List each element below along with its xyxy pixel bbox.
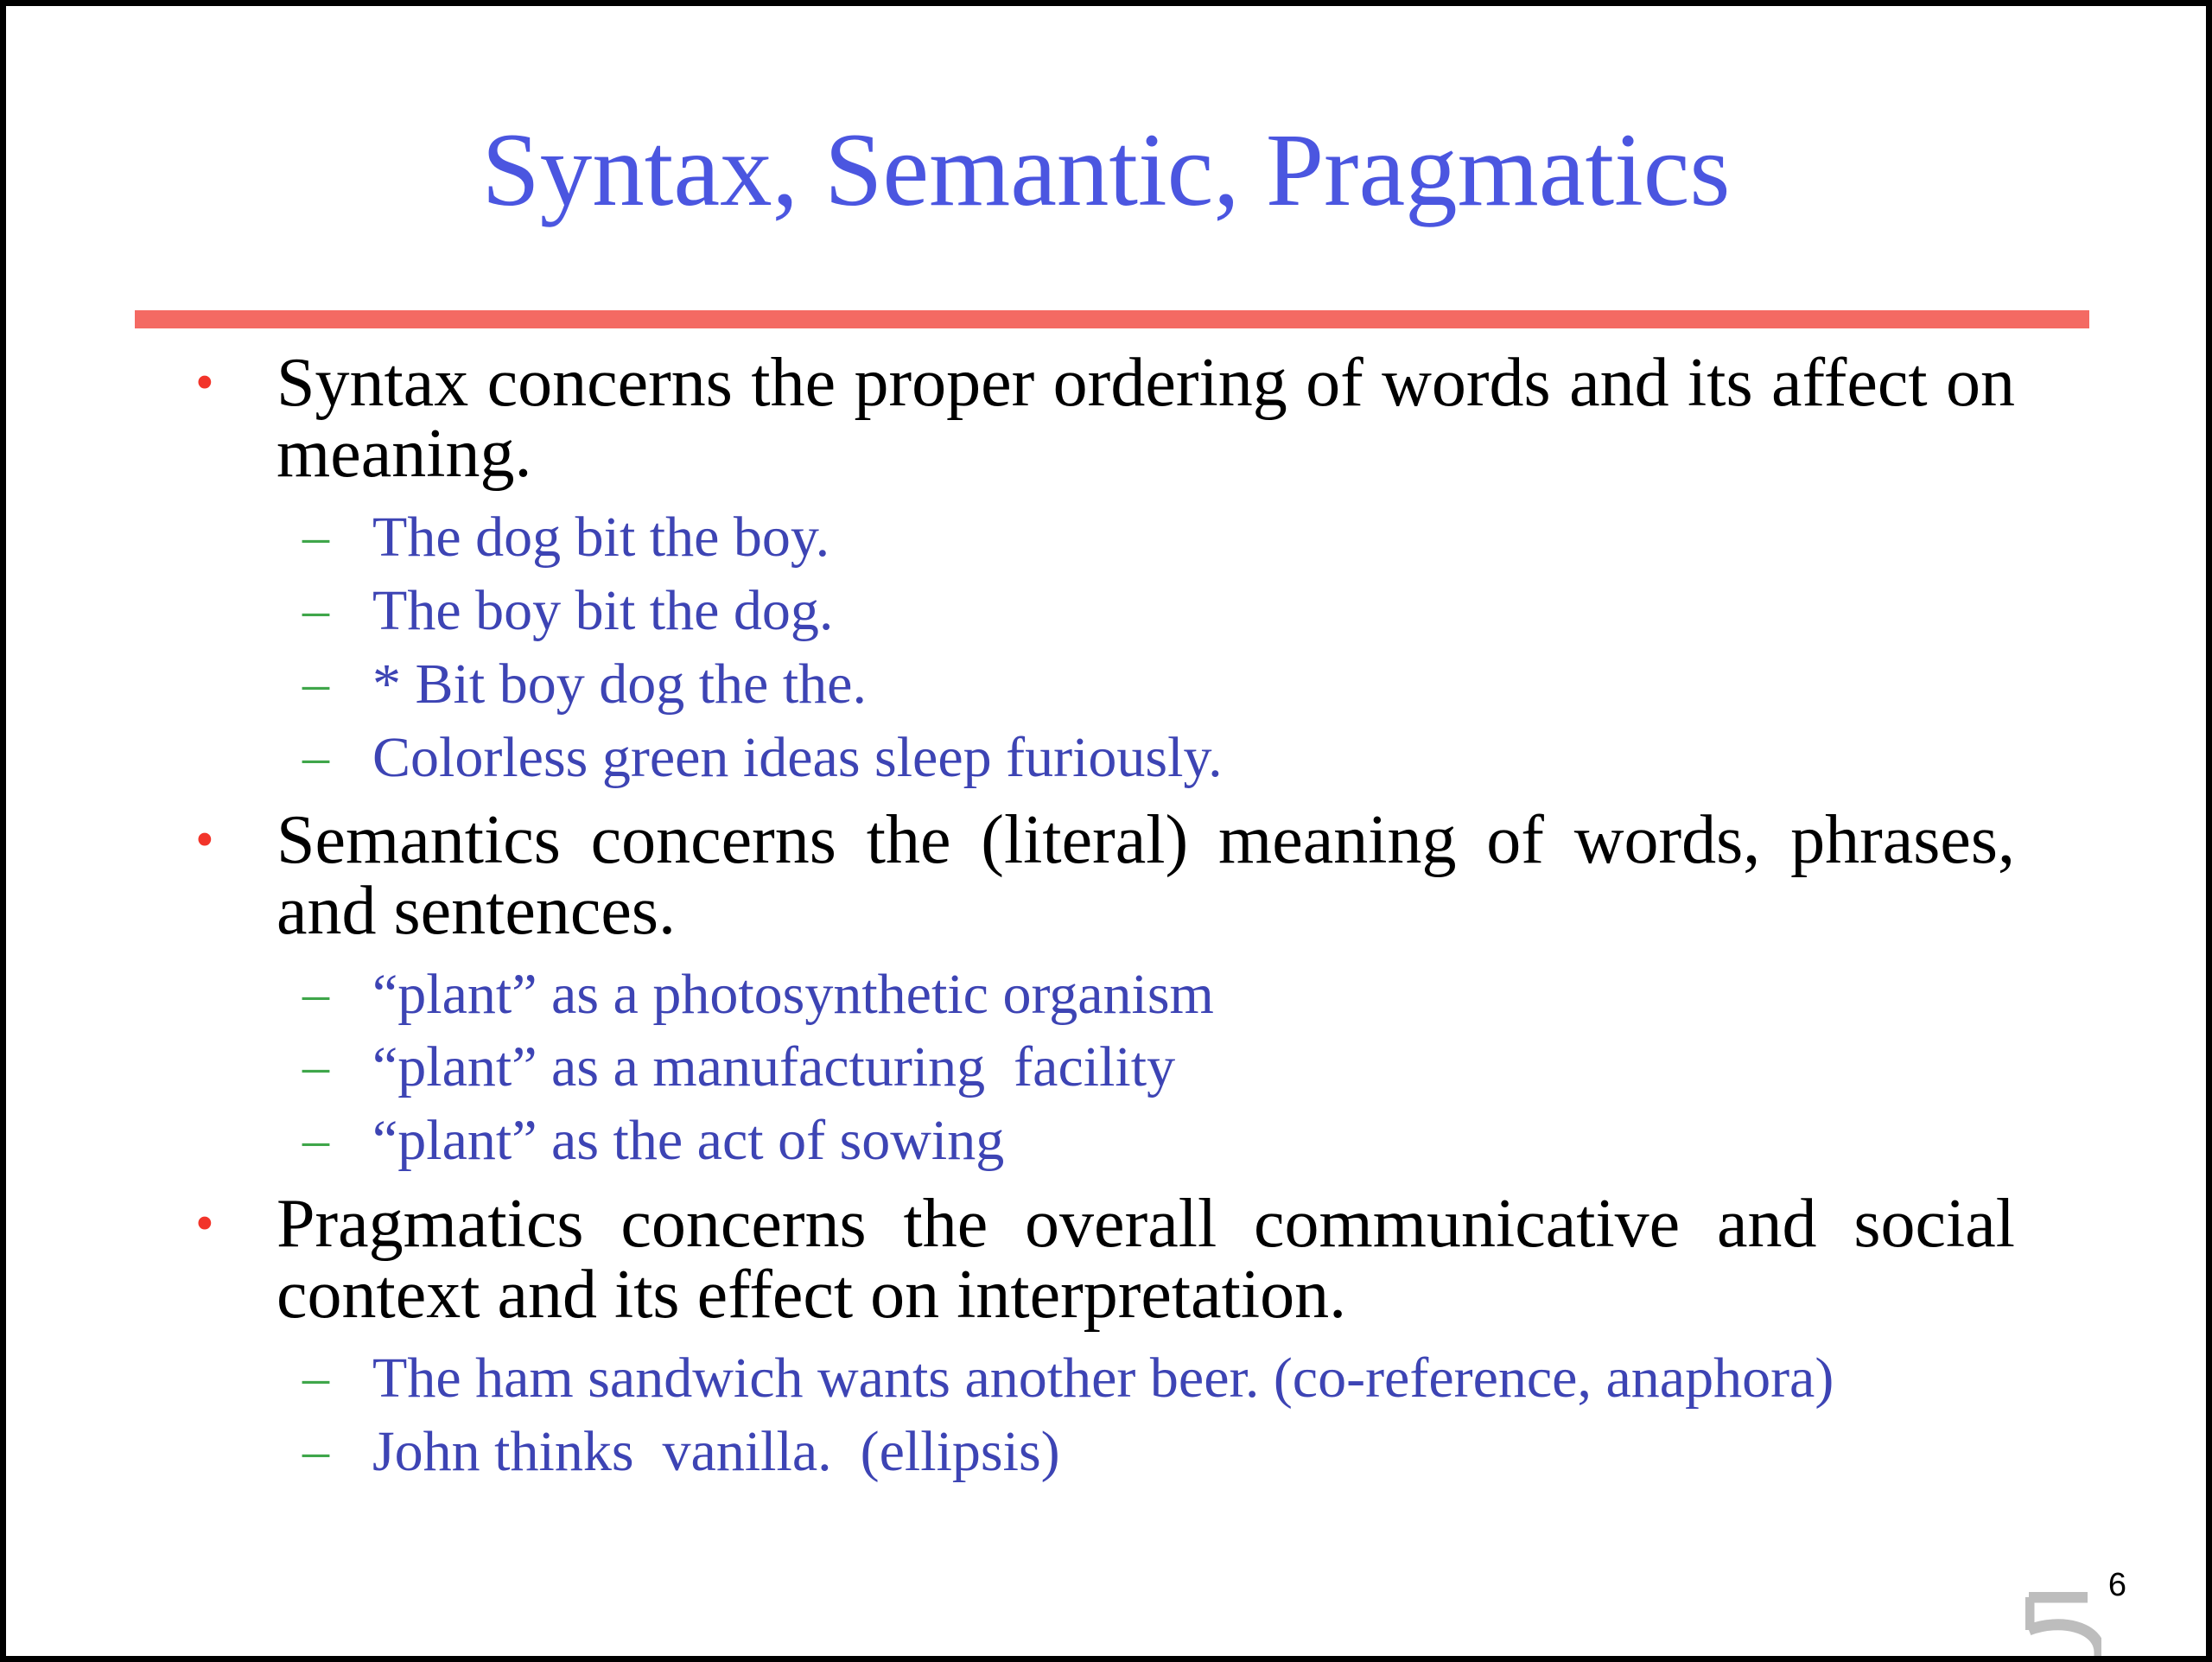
dash-icon: – — [302, 1422, 329, 1481]
dash-icon: – — [302, 1348, 329, 1407]
dash-icon: – — [302, 1037, 329, 1096]
slide-title: Syntax, Semantic, Pragmatics — [481, 112, 1731, 228]
bullet-icon: • — [195, 811, 214, 869]
corner-logo-fragment-icon — [2025, 1592, 2101, 1662]
sub-item-text: The ham sandwich wants another beer. (co-reference, anaphora) — [372, 1347, 1834, 1410]
sub-item — [6, 721, 2206, 794]
bullet-icon: • — [195, 1194, 214, 1253]
sub-item-text: “plant” as a photosynthetic organism — [372, 963, 1214, 1026]
sub-item — [6, 1104, 2206, 1177]
slide-content — [6, 6, 2206, 1656]
dash-icon: – — [302, 581, 329, 640]
page-number: 6 — [2107, 1567, 2126, 1603]
dash-icon: – — [302, 965, 329, 1023]
dash-icon: – — [302, 1111, 329, 1169]
sub-item-text: The dog bit the boy. — [372, 506, 830, 569]
bullet-text: Semantics concerns the (literal) meaning of words, phrases, and sentences. — [276, 802, 2015, 949]
sub-item — [6, 647, 2206, 721]
sub-item — [6, 500, 2206, 574]
sub-item — [6, 958, 2206, 1031]
bullet-text: Syntax concerns the proper ordering of words and its affect on meaning. — [276, 345, 2015, 492]
sub-item-text: The boy bit the dog. — [372, 579, 834, 642]
sub-item-text: * Bit boy dog the the. — [372, 653, 867, 716]
dash-icon: – — [302, 507, 329, 566]
bullet-icon: • — [195, 353, 214, 412]
sub-item-text: Colorless green ideas sleep furiously. — [372, 726, 1223, 789]
sub-item — [6, 574, 2206, 647]
sub-item — [6, 1415, 2206, 1488]
dash-icon: – — [302, 654, 329, 713]
bullet-text: Pragmatics concerns the overall communicative and social context and its effect on interpretation. — [276, 1186, 2015, 1333]
sub-item — [6, 1030, 2206, 1104]
sub-item-text: “plant” as the act of sowing — [372, 1109, 1005, 1172]
sub-item-text: “plant” as a manufacturing facility — [372, 1035, 1176, 1098]
sub-item — [6, 1341, 2206, 1415]
dash-icon: – — [302, 728, 329, 786]
sub-item-text: John thinks vanilla. (ellipsis) — [372, 1420, 1060, 1483]
